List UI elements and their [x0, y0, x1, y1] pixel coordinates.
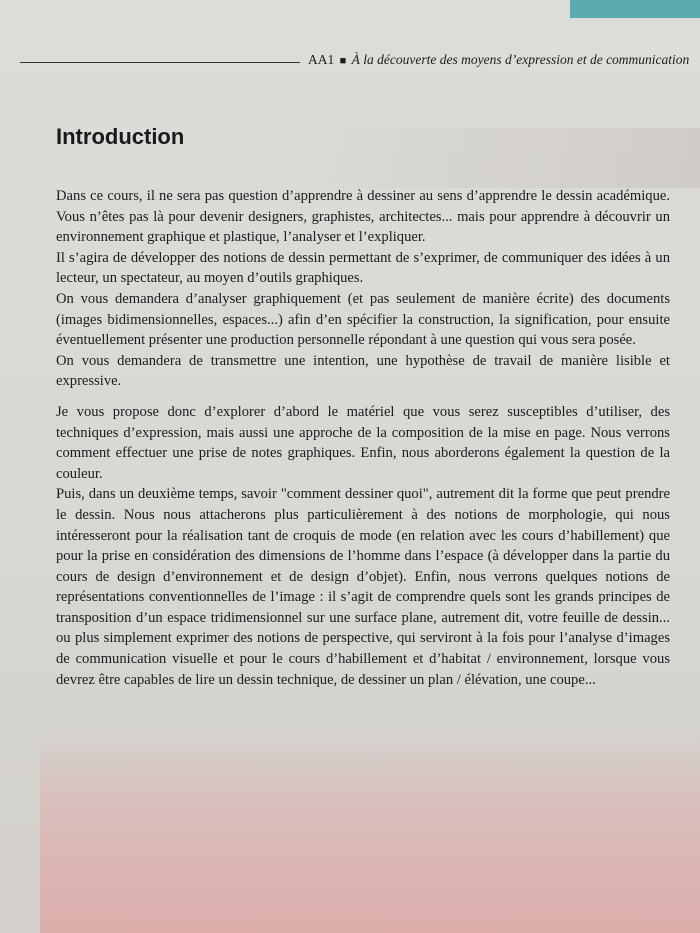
- paragraph: Je vous propose donc d’explorer d’abord le matériel que vous serez susceptibles d’utiliser, des techniques d’expression, mais aussi une approche de la composition de la mise en page. Nous verrons comment effectuer une prise de notes graphiques. Enfin, nous aborderons également la question de la couleur.: [56, 403, 670, 482]
- page-title: Introduction: [56, 124, 185, 149]
- body-text: [56, 186, 670, 690]
- paragraph: On vous demandera de transmettre une intention, une hypothèse de travail de manière lisible et expressive.: [56, 352, 670, 390]
- header-rule: [20, 62, 300, 63]
- header-square-icon: ■: [339, 55, 347, 67]
- show-through-shadow-top: [280, 128, 700, 188]
- page-corner-tab: [570, 0, 700, 18]
- running-header: [20, 52, 700, 76]
- header-title: À la découverte des moyens d’expression et de communication: [351, 52, 690, 67]
- header-code: AA1: [308, 52, 335, 67]
- header-text: [308, 52, 689, 68]
- paragraph: Il s’agira de développer des notions de dessin permettant de s’exprimer, de communiquer des idées à un lecteur, un spectateur, au moyen d’outils graphiques.: [56, 249, 670, 287]
- paragraph: Puis, dans un deuxième temps, savoir "comment dessiner quoi", autrement dit la forme que peut prendre le dessin. Nous nous attacherons plus particulièrement à des notions de morphologie, qui nous intéresseront pour la réalisation tant de croquis de mode (en relation avec les cours d’habillement) que pour la prise en considération des dimensions de l’homme dans l’espace (à développer dans la partie du cours de design d’environnement et de design d’objet). Enfin, nous verrons quelques notions de représentations conventionnelles de l’image : il s’agit de comprendre quels sont les grands principes de transposition d’un espace tridimensionnel sur une surface plane, autrement dit, votre feuille de dessin... ou plus simplement exprimer des notions de perspective, qui serviront à la fois pour l’analyse d’images de communication visuelle et pour le cours d’habillement et d’habitat / environnement, lorsque vous devrez être capables de lire un dessin technique, de dessiner un plan / élévation, une coupe...: [56, 486, 670, 688]
- paragraph: Dans ce cours, il ne sera pas question d’apprendre à dessiner au sens d’apprendre le dessin académique. Vous n’êtes pas là pour devenir designers, graphistes, architectes... mais pour apprendre à découvrir un environnement graphique et plastique, l’analyser et l’expliquer.: [56, 188, 670, 246]
- show-through-shadow-bottom: [40, 730, 700, 933]
- paragraph: On vous demandera d’analyser graphiquement (et pas seulement de manière écrite) des documents (images bidimensionnelles, espaces...) afin d’en spécifier la construction, la signification, pour ensuite éventuellement présenter une production personnelle répondant à une question qui vous sera posée.: [56, 290, 670, 349]
